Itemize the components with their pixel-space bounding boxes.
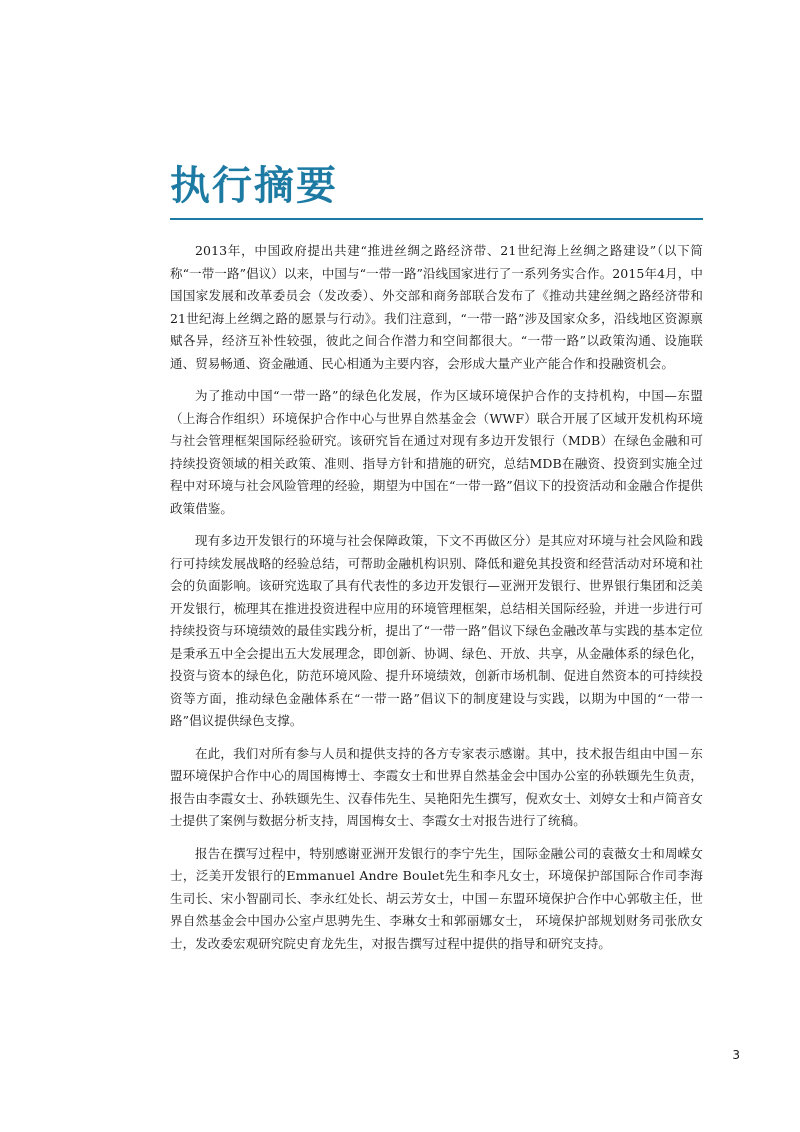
- paragraph-acknowledgement: 在此，我们对所有参与人员和提供支持的各方专家表示感谢。其中，技术报告组由中国－东盟环境保护合作中心的周国梅博士、李霞女士和世界自然基金会中国办公室的孙轶颋先生负责，报告由李霞女士、孙轶颋先生、汉春伟先生、吴艳阳先生撰写，倪欢女士、刘婷女士和卢简音女士提供了案例与数据分析支持，周国梅女士、李霞女士对报告进行了统稿。: [170, 745, 703, 828]
- title-divider: [170, 218, 703, 220]
- paragraph-mdb-policies: 现有多边开发银行的环境与社会保障政策，下文不再做区分）是其应对环境与社会风险和践行可持续发展战略的经验总结，可帮助金融机构识别、降低和避免其投资和经营活动对环境和社会的负面影响。该研究选取了具有代表性的多边开发银行—亚洲开发银行、世界银行集团和泛美开发银行，梳理其在推进投资进程中应用的环境管理框架，总结相关国际经验，并进一步进行可持续投资与环境绩效的最佳实践分析，提出了“一带一路”倡议下绿色金融改革与实践的基本定位是秉承五中全会提出五大发展理念，即创新、协调、绿色、开放、共享，从金融体系的绿色化，投资与资本的绿色化，防范环境风险、提升环境绩效，创新市场机制、促进自然资本的可持续投资等方面，推动绿色金融体系在“一带一路”倡议下的制度建设与实践，以期为中国的“一带一路”倡议提供绿色支撑。: [170, 533, 703, 728]
- body-text: [170, 240, 703, 965]
- paragraph-background: 2013年，中国政府提出共建“推进丝绸之路经济带、21世纪海上丝绸之路建设”（以下简称“一带一路”倡议）以来，中国与“一带一路”沿线国家进行了一系列务实合作。2015年4月，中国国家发展和改革委员会（发改委）、外交部和商务部联合发布了《推动共建丝绸之路经济带和21世纪海上丝绸之路的愿景与行动》。我们注意到，“一带一路”涉及国家众多，沿线地区资源禀赋各异，经济互补性较强，彼此之间合作潜力和空间都很大。“一带一路”以政策沟通、设施联通、贸易畅通、资金融通、民心相通为主要内容，会形成大量产业产能合作和投融资机会。: [170, 243, 703, 371]
- page-number: 3: [732, 1048, 740, 1062]
- paragraph-research-purpose: 为了推动中国“一带一路”的绿色化发展，作为区域环境保护合作的支持机构，中国—东盟（上海合作组织）环境保护合作中心与世界自然基金会（WWF）联合开展了区域开发机构环境与社会管理框架国际经验研究。该研究旨在通过对现有多边开发银行（MDB）在绿色金融和可持续投资领域的相关政策、准则、指导方针和措施的研究，总结MDB在融资、投资到实施全过程中对环境与社会风险管理的经验，期望为中国在“一带一路”倡议下的投资活动和金融合作提供政策借鉴。: [170, 388, 703, 516]
- page-title: 执行摘要: [170, 163, 338, 209]
- paragraph-special-thanks: 报告在撰写过程中，特别感谢亚洲开发银行的李宁先生，国际金融公司的袁薇女士和周嵘女士，泛美开发银行的Emmanuel Andre Boulet先生和李凡女士，环境保护部国际合作司李海生司长、宋小智副司长、李永红处长、胡云芳女士，中国－东盟环境保护合作中心郭敬主任，世界自然基金会中国办公室卢思骋先生、李琳女士和郭丽娜女士， 环境保护部规划财务司张欣女士，发改委宏观研究院史育龙先生，对报告撰写过程中提供的指导和研究支持。: [170, 845, 703, 951]
